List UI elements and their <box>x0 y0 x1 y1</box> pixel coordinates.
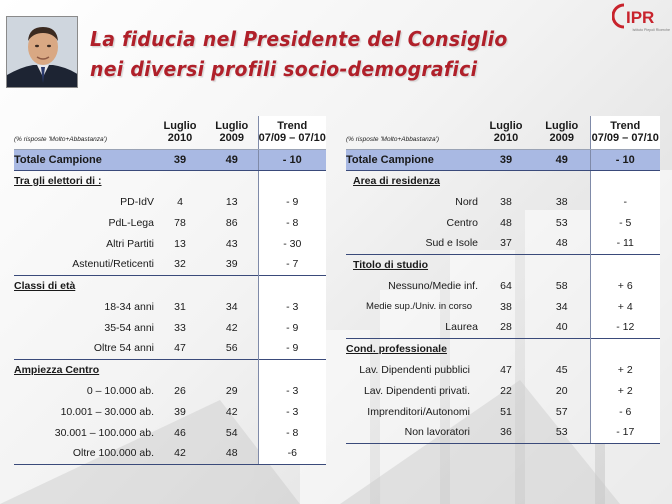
table-cell: 48 <box>206 443 258 464</box>
table-row <box>346 401 660 422</box>
table-cell: + 2 <box>590 380 660 401</box>
table-cell: Oltre 54 anni <box>93 342 154 355</box>
table-row <box>14 443 326 464</box>
table-cell: Nessuno/Medie inf. <box>388 279 478 292</box>
table-row <box>14 254 326 275</box>
table-cell: 42 <box>225 321 238 334</box>
table-note: (% risposte 'Molto+Abbastanza') <box>14 116 154 149</box>
table-row <box>14 317 326 338</box>
table-cell: - 9 <box>258 338 326 359</box>
table-cell: - 9 <box>258 191 326 212</box>
table-cell <box>258 170 326 191</box>
table-cell: 20 <box>555 384 568 397</box>
table-cell: Ampiezza Centro <box>14 359 154 380</box>
table-cell: 13 <box>174 237 186 250</box>
table-cell: PD-IdV <box>120 195 154 208</box>
table-cell: - 9 <box>258 317 326 338</box>
section-header <box>346 170 660 191</box>
table-cell: 38 <box>555 195 568 208</box>
table-cell: 53 <box>534 422 590 443</box>
table-cell: Centro <box>446 216 478 229</box>
table-cell: 13 <box>225 195 238 208</box>
table-cell: -6 <box>258 443 326 464</box>
table-cell: 56 <box>225 342 238 355</box>
total-row <box>346 149 660 170</box>
table-cell: 45 <box>555 363 568 376</box>
table-row <box>14 422 326 443</box>
table-row <box>346 317 660 338</box>
table-cell: - 5 <box>590 212 660 233</box>
table-cell: Imprenditori/Autonomi <box>367 405 470 418</box>
table-cell: 47 <box>500 363 512 376</box>
column-header-trend <box>258 116 326 149</box>
table-cell: 30.001 – 100.000 ab. <box>54 426 154 439</box>
table-cell: - 12 <box>590 317 660 338</box>
column-header-trend <box>590 116 660 149</box>
table-cell: 57 <box>555 405 568 418</box>
total-row <box>14 149 326 170</box>
table-cell <box>154 275 206 296</box>
header-text: Luglio <box>489 120 523 133</box>
table-cell: 40 <box>555 321 568 334</box>
table-cell: 53 <box>555 216 568 229</box>
table-header-row <box>346 116 660 149</box>
section-header <box>346 254 660 275</box>
table-cell: Laurea <box>445 321 478 334</box>
logo-text: IPR <box>626 8 655 27</box>
header-text: Trend <box>277 120 308 133</box>
table-cell: 39 <box>478 149 534 170</box>
table-header-row <box>14 116 326 149</box>
table-cell: 39 <box>174 405 186 418</box>
table-note: (% risposte 'Molto+Abbastanza') <box>346 116 478 149</box>
table-cell: PdL-Lega <box>108 216 154 229</box>
table-cell <box>206 275 258 296</box>
table-cell <box>258 275 326 296</box>
table-cell: 10.001 – 30.000 ab. <box>60 405 154 418</box>
header-text: Luglio <box>545 120 579 133</box>
table-cell <box>206 170 258 191</box>
table-cell: 64 <box>500 279 512 292</box>
table-cell: 34 <box>555 300 568 313</box>
table-cell: Altri Partiti <box>106 237 154 250</box>
section-header <box>346 338 660 359</box>
table-cell: + 2 <box>590 359 660 380</box>
section-header <box>14 275 326 296</box>
table-row <box>346 212 660 233</box>
table-cell <box>534 338 590 359</box>
table-cell: 22 <box>500 384 512 397</box>
table-row <box>346 296 660 317</box>
table-cell <box>154 170 206 191</box>
right-data-table <box>346 116 660 444</box>
header-text: 2010 <box>493 132 519 145</box>
table-cell: - 8 <box>258 422 326 443</box>
table-cell: Area di residenza <box>346 170 478 191</box>
table-cell: Totale Campione <box>14 149 154 170</box>
table-cell: 33 <box>174 321 186 334</box>
table-cell: 0 – 10.000 ab. <box>86 384 154 397</box>
table-cell: 42 <box>154 443 206 464</box>
table-cell: Non lavoratori <box>346 422 478 443</box>
section-header <box>14 170 326 191</box>
table-row <box>14 212 326 233</box>
table-cell: - <box>590 191 660 212</box>
table-cell: - 3 <box>258 296 326 317</box>
table-row <box>14 380 326 401</box>
header-text: 07/09 – 07/10 <box>258 132 326 145</box>
header-text: Luglio <box>215 120 249 133</box>
table-cell: Cond. professionale <box>346 338 478 359</box>
column-header-2009 <box>534 116 590 149</box>
table-cell <box>478 338 534 359</box>
table-cell: 49 <box>534 149 590 170</box>
table-cell: - 8 <box>258 212 326 233</box>
table-row <box>14 338 326 359</box>
table-cell: 26 <box>174 384 186 397</box>
table-cell <box>590 170 660 191</box>
table-cell <box>478 254 534 275</box>
table-cell: 48 <box>500 216 512 229</box>
table-row <box>14 191 326 212</box>
logo-subtitle: Istituto Piepoli Ricerche <box>632 28 670 32</box>
table-cell: Oltre 100.000 ab. <box>14 443 154 464</box>
column-header-2010 <box>154 116 206 149</box>
table-cell: 42 <box>225 405 238 418</box>
header-text: 07/09 – 07/10 <box>591 132 659 145</box>
table-cell: Astenuti/Reticenti <box>72 258 154 271</box>
table-cell <box>590 254 660 275</box>
table-cell: 18-34 anni <box>104 300 154 313</box>
table-cell: - 10 <box>590 149 660 170</box>
column-header-2010 <box>478 116 534 149</box>
table-cell: 37 <box>500 237 512 250</box>
table-cell: Lav. Dipendenti privati. <box>363 384 470 397</box>
table-cell: 4 <box>177 195 183 208</box>
table-cell: 54 <box>225 426 238 439</box>
table-cell: 51 <box>500 405 512 418</box>
table-cell: 48 <box>555 237 568 250</box>
header-text: Trend <box>610 120 641 133</box>
table-cell: 35-54 anni <box>104 321 154 334</box>
table-cell: 78 <box>174 216 186 229</box>
table-cell <box>534 170 590 191</box>
table-cell: - 10 <box>258 149 326 170</box>
table-cell: 58 <box>555 279 568 292</box>
header-text: 2010 <box>167 132 193 145</box>
table-cell: Nord <box>455 195 478 208</box>
table-cell: 49 <box>206 149 258 170</box>
table-cell <box>590 338 660 359</box>
portrait-icon <box>7 17 78 88</box>
table-cell: Titolo di studio <box>346 254 478 275</box>
header-text: Luglio <box>163 120 197 133</box>
portrait-photo <box>6 16 78 88</box>
table-cell: - 7 <box>258 254 326 275</box>
table-cell: 43 <box>225 237 238 250</box>
table-cell: - 6 <box>590 401 660 422</box>
table-cell: 31 <box>174 300 186 313</box>
table-row <box>346 275 660 296</box>
table-cell: 86 <box>225 216 238 229</box>
page-title <box>90 24 508 84</box>
table-cell <box>258 359 326 380</box>
table-cell: 29 <box>225 384 238 397</box>
column-header-2009 <box>206 116 258 149</box>
table-cell: 39 <box>225 258 238 271</box>
header-text: 2009 <box>549 132 574 145</box>
table-row <box>346 380 660 401</box>
table-cell: + 4 <box>590 296 660 317</box>
table-cell: 47 <box>174 342 186 355</box>
table-cell: - 11 <box>590 233 660 254</box>
table-cell: 38 <box>500 300 512 313</box>
table-cell: - 3 <box>258 401 326 422</box>
ipr-logo-icon <box>612 2 670 30</box>
title-line-1: La fiducia nel Presidente del Consiglio <box>90 27 508 51</box>
table-cell: Tra gli elettori di : <box>14 170 154 191</box>
table-cell: 34 <box>225 300 238 313</box>
table-cell <box>154 359 206 380</box>
table-cell: Classi di età <box>14 275 154 296</box>
table-row <box>14 401 326 422</box>
table-cell: 32 <box>174 258 186 271</box>
table-cell: 38 <box>500 195 512 208</box>
table-cell: 28 <box>500 321 512 334</box>
title-line-2: nei diversi profili socio-demografici <box>90 57 478 81</box>
table-cell: Lav. Dipendenti pubblici <box>359 363 470 376</box>
ipr-logo <box>612 2 670 42</box>
table-cell <box>534 254 590 275</box>
table-cell <box>478 170 534 191</box>
header-text: 2009 <box>219 132 244 145</box>
table-cell: 39 <box>154 149 206 170</box>
table-cell: - 3 <box>258 380 326 401</box>
table-row <box>346 233 660 254</box>
table-cell: Medie sup./Univ. in corso <box>366 301 472 312</box>
table-row <box>14 233 326 254</box>
section-header <box>14 359 326 380</box>
table-cell: 46 <box>174 426 186 439</box>
table-row <box>346 191 660 212</box>
table-row <box>346 422 660 443</box>
table-cell: 36 <box>478 422 534 443</box>
left-data-table <box>14 116 326 465</box>
table-cell: - 30 <box>258 233 326 254</box>
table-cell: - 17 <box>590 422 660 443</box>
table-cell: Sud e Isole <box>425 237 478 250</box>
table-row <box>14 296 326 317</box>
table-cell: Totale Campione <box>346 149 478 170</box>
table-cell <box>206 359 258 380</box>
table-cell: + 6 <box>590 275 660 296</box>
table-row <box>346 359 660 380</box>
